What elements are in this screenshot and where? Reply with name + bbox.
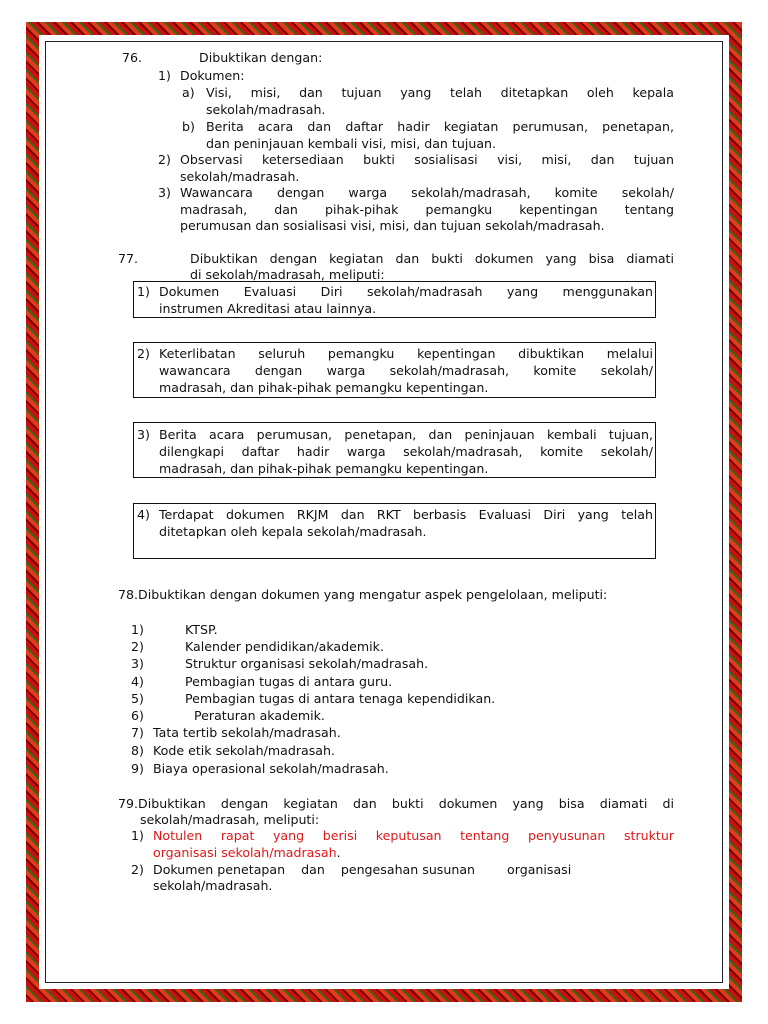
item-78-list-num: 5) xyxy=(131,691,144,706)
item-76-obs-num: 2) xyxy=(158,152,171,167)
item-76-number: 76. xyxy=(122,50,143,65)
item-78-list-num: 2) xyxy=(131,639,144,654)
item-79-p1-red-text: organisasi sekolah/madrasah xyxy=(153,845,337,860)
item-77-box-4-line: Terdapat dokumen RKJM dan RKT berbasis Evaluasi Diri yang telah xyxy=(159,507,653,522)
item-78-list-num: 9) xyxy=(131,761,144,776)
item-78-list-item: Biaya operasional sekolah/madrasah. xyxy=(153,761,389,776)
item-76-doc-label: Dokumen: xyxy=(180,68,245,83)
item-77-box-2-num: 2) xyxy=(137,346,150,361)
item-79-p2-line: Dokumen penetapan dan pengesahan susunan organisasi xyxy=(153,862,572,877)
item-79-p2-num: 2) xyxy=(131,862,144,877)
item-78-list-item: Pembagian tugas di antara tenaga kependidikan. xyxy=(185,691,496,706)
item-77-intro: di sekolah/madrasah, meliputi: xyxy=(190,267,385,282)
item-78-list-num: 1) xyxy=(131,622,144,637)
item-77-box-2-line: madrasah, dan pihak-pihak pemangku kepentingan. xyxy=(159,380,489,395)
item-76-wawancara-line: madrasah, dan pihak-pihak pemangku kepentingan tentang xyxy=(180,202,674,217)
item-79-p2-line: sekolah/madrasah. xyxy=(153,878,273,893)
item-78-list-item: Tata tertib sekolah/madrasah. xyxy=(153,725,341,740)
item-76-wawancara-line: perumusan dan sosialisasi visi, misi, dan tujuan sekolah/madrasah. xyxy=(180,218,605,233)
item-76-b-num: b) xyxy=(182,119,195,134)
item-78-list-item: Peraturan akademik. xyxy=(194,708,325,723)
item-78-list-num: 7) xyxy=(131,725,144,740)
item-78-list-item: Struktur organisasi sekolah/madrasah. xyxy=(185,656,429,671)
item-77-box-2-line: Keterlibatan seluruh pemangku kepentingan dibuktikan melalui xyxy=(159,346,653,361)
item-77-number: 77. xyxy=(118,251,139,266)
item-77-box-1-line: instrumen Akreditasi atau lainnya. xyxy=(159,301,377,316)
item-79-intro: sekolah/madrasah, meliputi: xyxy=(140,812,320,827)
item-76-b-line: Berita acara dan daftar hadir kegiatan perumusan, penetapan, xyxy=(206,119,674,134)
item-78-list-num: 6) xyxy=(131,708,144,723)
item-78-intro: 78.Dibuktikan dengan dokumen yang mengatur aspek pengelolaan, meliputi: xyxy=(118,587,608,602)
item-78-list-item: KTSP. xyxy=(185,622,218,637)
item-76-doc-num: 1) xyxy=(158,68,171,83)
item-76-obs-line: Observasi ketersediaan bukti sosialisasi visi, misi, dan tujuan xyxy=(180,152,674,167)
item-76-a-line: sekolah/madrasah. xyxy=(206,102,326,117)
item-76-a-num: a) xyxy=(182,85,195,100)
item-77-box-4-num: 4) xyxy=(137,507,150,522)
item-77-box-1-line: Dokumen Evaluasi Diri sekolah/madrasah yang menggunakan xyxy=(159,284,653,299)
item-78-list-item: Pembagian tugas di antara guru. xyxy=(185,674,393,689)
item-77-box-3-line: dilengkapi daftar hadir warga sekolah/madrasah, komite sekolah/ xyxy=(159,444,653,459)
item-78-list-num: 4) xyxy=(131,674,144,689)
item-77-box-1-num: 1) xyxy=(137,284,150,299)
item-77-box-2-line: wawancara dengan warga sekolah/madrasah, komite sekolah/ xyxy=(159,363,653,378)
item-77-box-3-num: 3) xyxy=(137,427,150,442)
item-79-p1-num: 1) xyxy=(131,828,144,843)
item-78-list-item: Kalender pendidikan/akademik. xyxy=(185,639,384,654)
item-79-p1-line-2 xyxy=(153,844,341,861)
item-77-box-3-line: madrasah, dan pihak-pihak pemangku kepentingan. xyxy=(159,461,489,476)
item-79-p1-line: Notulen rapat yang berisi keputusan tentang penyusunan struktur xyxy=(153,828,674,843)
item-76-a-line: Visi, misi, dan tujuan yang telah ditetapkan oleh kepala xyxy=(206,85,674,100)
item-76-title: Dibuktikan dengan: xyxy=(199,50,323,65)
item-79-intro: 79.Dibuktikan dengan kegiatan dan bukti dokumen yang bisa diamati di xyxy=(118,796,674,811)
item-76-wawancara-num: 3) xyxy=(158,185,171,200)
item-77-box-4-line: ditetapkan oleh kepala sekolah/madrasah. xyxy=(159,524,427,539)
item-76-b-line: dan peninjauan kembali visi, misi, dan tujuan. xyxy=(206,136,497,151)
item-77-box-3-line: Berita acara perumusan, penetapan, dan peninjauan kembali tujuan, xyxy=(159,427,653,442)
item-78-list-item: Kode etik sekolah/madrasah. xyxy=(153,743,336,758)
item-77-intro: Dibuktikan dengan kegiatan dan bukti dokumen yang bisa diamati xyxy=(190,251,674,266)
item-76-obs-line: sekolah/madrasah. xyxy=(180,169,300,184)
item-76-wawancara-line: Wawancara dengan warga sekolah/madrasah, komite sekolah/ xyxy=(180,185,674,200)
item-79-p1-period: . xyxy=(336,845,341,860)
item-78-list-num: 8) xyxy=(131,743,144,758)
item-78-list-num: 3) xyxy=(131,656,144,671)
